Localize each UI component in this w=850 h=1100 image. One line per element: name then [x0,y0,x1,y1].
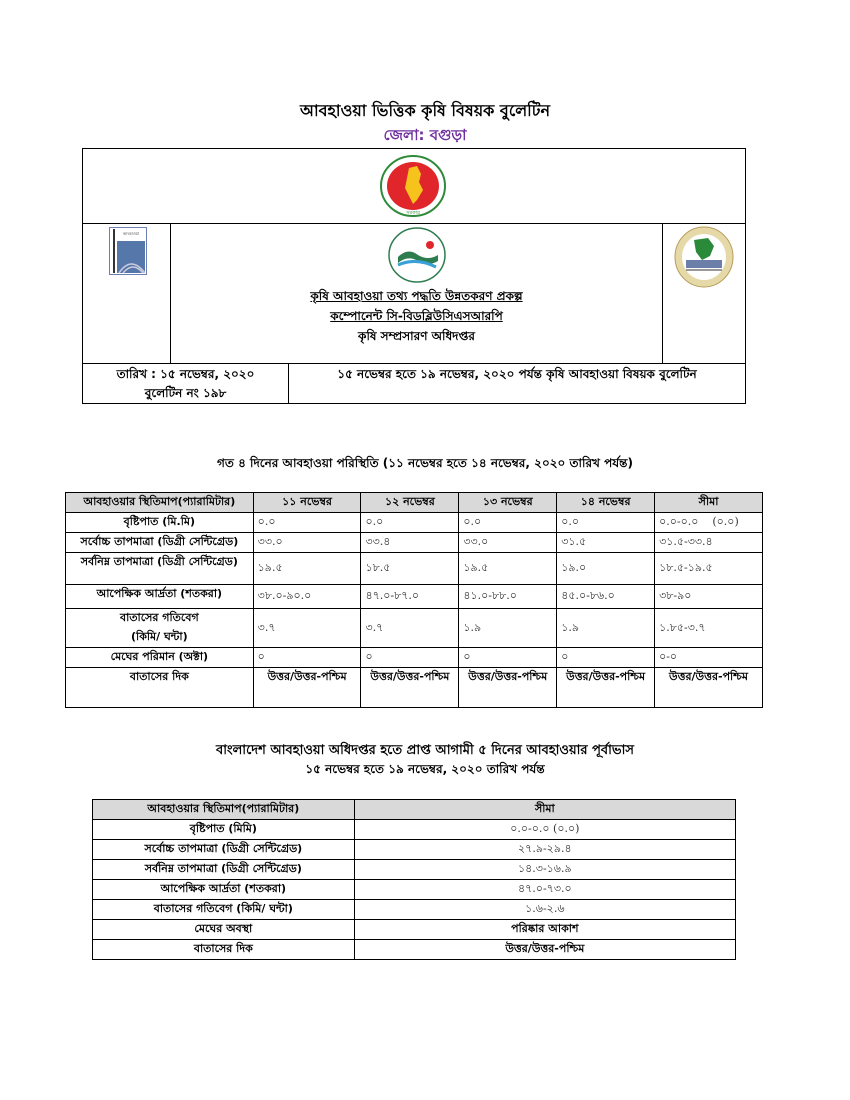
cell-value: ৩৮-৯০ [655,585,763,609]
param-label: সর্বোচ্চ তাপমাত্রা (ডিগ্রী সেন্টিগ্রেড) [93,840,355,860]
column-header: সীমা [655,493,763,513]
table-row [93,860,736,880]
param-label: বাতাসের দিক [66,668,254,708]
column-header: সীমা [354,800,735,820]
column-header: আবহাওয়ার স্থিতিমাপ(প্যারামিটার) [66,493,254,513]
cell-value: ১.৬-২.৬ [354,900,735,920]
column-header: আবহাওয়ার স্থিতিমাপ(প্যারামিটার) [93,800,355,820]
cell-value: ১৮.৫-১৯.৫ [655,553,763,585]
param-label: আপেক্ষিক আর্দ্রতা (শতকরা) [93,880,355,900]
cell-value: ১৯.৫ [253,553,361,585]
table-row [66,585,763,609]
district-label: জেলা: বগুড়া [383,126,467,144]
cell-value: উত্তর/উত্তর-পশ্চিম [354,940,735,960]
department-name: কৃষি সম্প্রসারণ অধিদপ্তর [358,329,475,343]
project-info-cell [171,224,662,363]
cell-value: ৪৫.০-৮৬.০ [557,585,655,609]
param-label: বৃষ্টিপাত (মি.মি) [66,513,254,533]
forecast-title: বাংলাদেশ আবহাওয়া অধিদপ্তর হতে প্রাপ্ত আগামী ৫ দিনের আবহাওয়ার পূর্বাভাস [216,743,634,758]
table-row [66,609,763,648]
column-header: ১১ নভেম্বর [253,493,361,513]
table-row [93,880,736,900]
svg-text:আবহাওয়া: আবহাওয়া [122,231,140,236]
param-label-line: (কিমি/ ঘন্টা) [131,630,188,643]
cell-value: ০ [253,648,361,668]
cell-value: ১.৯ [459,609,557,648]
table-row [93,820,736,840]
project-name: কৃষি আবহাওয়া তথ্য পদ্ধতি উন্নতকরণ প্রকল্প [310,289,523,303]
cell-value: উত্তর/উত্তর-পশ্চিম [557,668,655,708]
param-label: বাতাসের গতিবেগ (কিমি/ ঘন্টা) [93,900,355,920]
cell-value: ১৯.৫ [459,553,557,585]
param-label: সর্বনিম্ন তাপমাত্রা (ডিগ্রী সেন্টিগ্রেড) [93,860,355,880]
cell-value: ১৯.০ [557,553,655,585]
table-row [66,513,763,533]
cell-value: উত্তর/উত্তর-পশ্চিম [655,668,763,708]
past-weather-table [65,492,763,708]
krishi-abhawa-project-logo-icon [388,227,446,283]
cell-value: ০ [459,648,557,668]
bangladesh-meteorological-department-logo-icon [109,227,147,275]
bulletin-number: বুলেটিন নং ১৯৮ [144,386,227,400]
param-label: সর্বোচ্চ তাপমাত্রা (ডিগ্রী সেন্টিগ্রেড) [66,533,254,553]
cell-value: ২৭.৯-২৯.৪ [354,840,735,860]
table-row [93,920,736,940]
table-header-row [66,493,763,513]
component-name: কম্পোনেন্ট সি-বিডব্লিউসিএসআরপি [330,309,503,323]
param-label: সর্বনিম্ন তাপমাত্রা (ডিগ্রী সেন্টিগ্রেড) [66,553,254,585]
column-header: ১৪ নভেম্বর [557,493,655,513]
cell-value: ৩.৭ [361,609,459,648]
forecast-period: ১৫ নভেম্বর হতে ১৯ নভেম্বর, ২০২০ তারিখ পর্যন্ত [305,762,545,776]
table-row [93,940,736,960]
cell-value: ৩৩.০ [253,533,361,553]
column-header: ১৩ নভেম্বর [459,493,557,513]
bangladesh-government-seal-icon [379,154,447,218]
cell-value: ৪১.০-৮৮.০ [459,585,557,609]
param-label: আপেক্ষিক আর্দ্রতা (শতকরা) [66,585,254,609]
cell-value: ০.০ [459,513,557,533]
cell-value: ০.০-০.০ (০.০) [655,513,763,533]
header-date-row [83,364,745,404]
table-row [66,533,763,553]
param-label-line: বাতাসের গতিবেগ [119,611,199,624]
cell-value: ৩৩.৪ [361,533,459,553]
cell-value: উত্তর/উত্তর-পশ্চিম [361,668,459,708]
left-logo-cell [83,224,171,363]
water-development-logo-icon [674,226,734,288]
forecast-table [92,799,736,960]
table-row [93,900,736,920]
cell-value: ৩১.৫-৩৩.৪ [655,533,763,553]
bulletin-header-box [82,148,746,404]
cell-value: ০.০ [361,513,459,533]
bulletin-date: তারিখ : ১৫ নভেম্বর, ২০২০ [116,367,255,381]
param-label: বৃষ্টিপাত (মিমি) [93,820,355,840]
header-seal-row [83,149,745,224]
table-row [66,553,763,585]
cell-value: ১৪.৩-১৬.৯ [354,860,735,880]
cell-value: ১৮.৫ [361,553,459,585]
param-label: মেঘের অবস্থা [93,920,355,940]
cell-value: ০ [557,648,655,668]
cell-value: ১.৮৫-৩.৭ [655,609,763,648]
right-logo-cell [662,224,745,363]
bulletin-period: ১৫ নভেম্বর হতে ১৯ নভেম্বর, ২০২০ পর্যন্ত কৃষি আবহাওয়া বিষয়ক বুলেটিন [337,367,697,381]
cell-value: ৪৭.০-৮৭.০ [361,585,459,609]
svg-text:সরকার: সরকার [406,210,420,216]
cell-value: উত্তর/উত্তর-পশ্চিম [459,668,557,708]
cell-value: ০-০ [655,648,763,668]
cell-value: ৩.৭ [253,609,361,648]
cell-value: ৩১.৫ [557,533,655,553]
cell-value: ৩৩.০ [459,533,557,553]
past-weather-title: গত ৪ দিনের আবহাওয়া পরিস্থিতি (১১ নভেম্বর হতে ১৪ নভেম্বর, ২০২০ তারিখ পর্যন্ত) [217,456,633,470]
param-label [66,609,254,648]
column-header: ১২ নভেম্বর [361,493,459,513]
param-label: বাতাসের দিক [93,940,355,960]
cell-value: পরিষ্কার আকাশ [354,920,735,940]
table-row [66,668,763,708]
table-row [66,648,763,668]
cell-value: ০.০-০.০ (০.০) [354,820,735,840]
cell-value: ০ [361,648,459,668]
param-label: মেঘের পরিমান (অক্টা) [66,648,254,668]
cell-value: ৩৮.০-৯০.০ [253,585,361,609]
cell-value: ১.৯ [557,609,655,648]
cell-value: ৪৭.০-৭৩.০ [354,880,735,900]
table-row [93,840,736,860]
table-header-row [93,800,736,820]
cell-value: ০.০ [253,513,361,533]
cell-value: ০.০ [557,513,655,533]
cell-value: উত্তর/উত্তর-পশ্চিম [253,668,361,708]
date-cell [83,364,289,404]
bulletin-title: আবহাওয়া ভিত্তিক কৃষি বিষয়ক বুলেটিন [299,101,551,120]
header-logo-row [83,224,745,364]
